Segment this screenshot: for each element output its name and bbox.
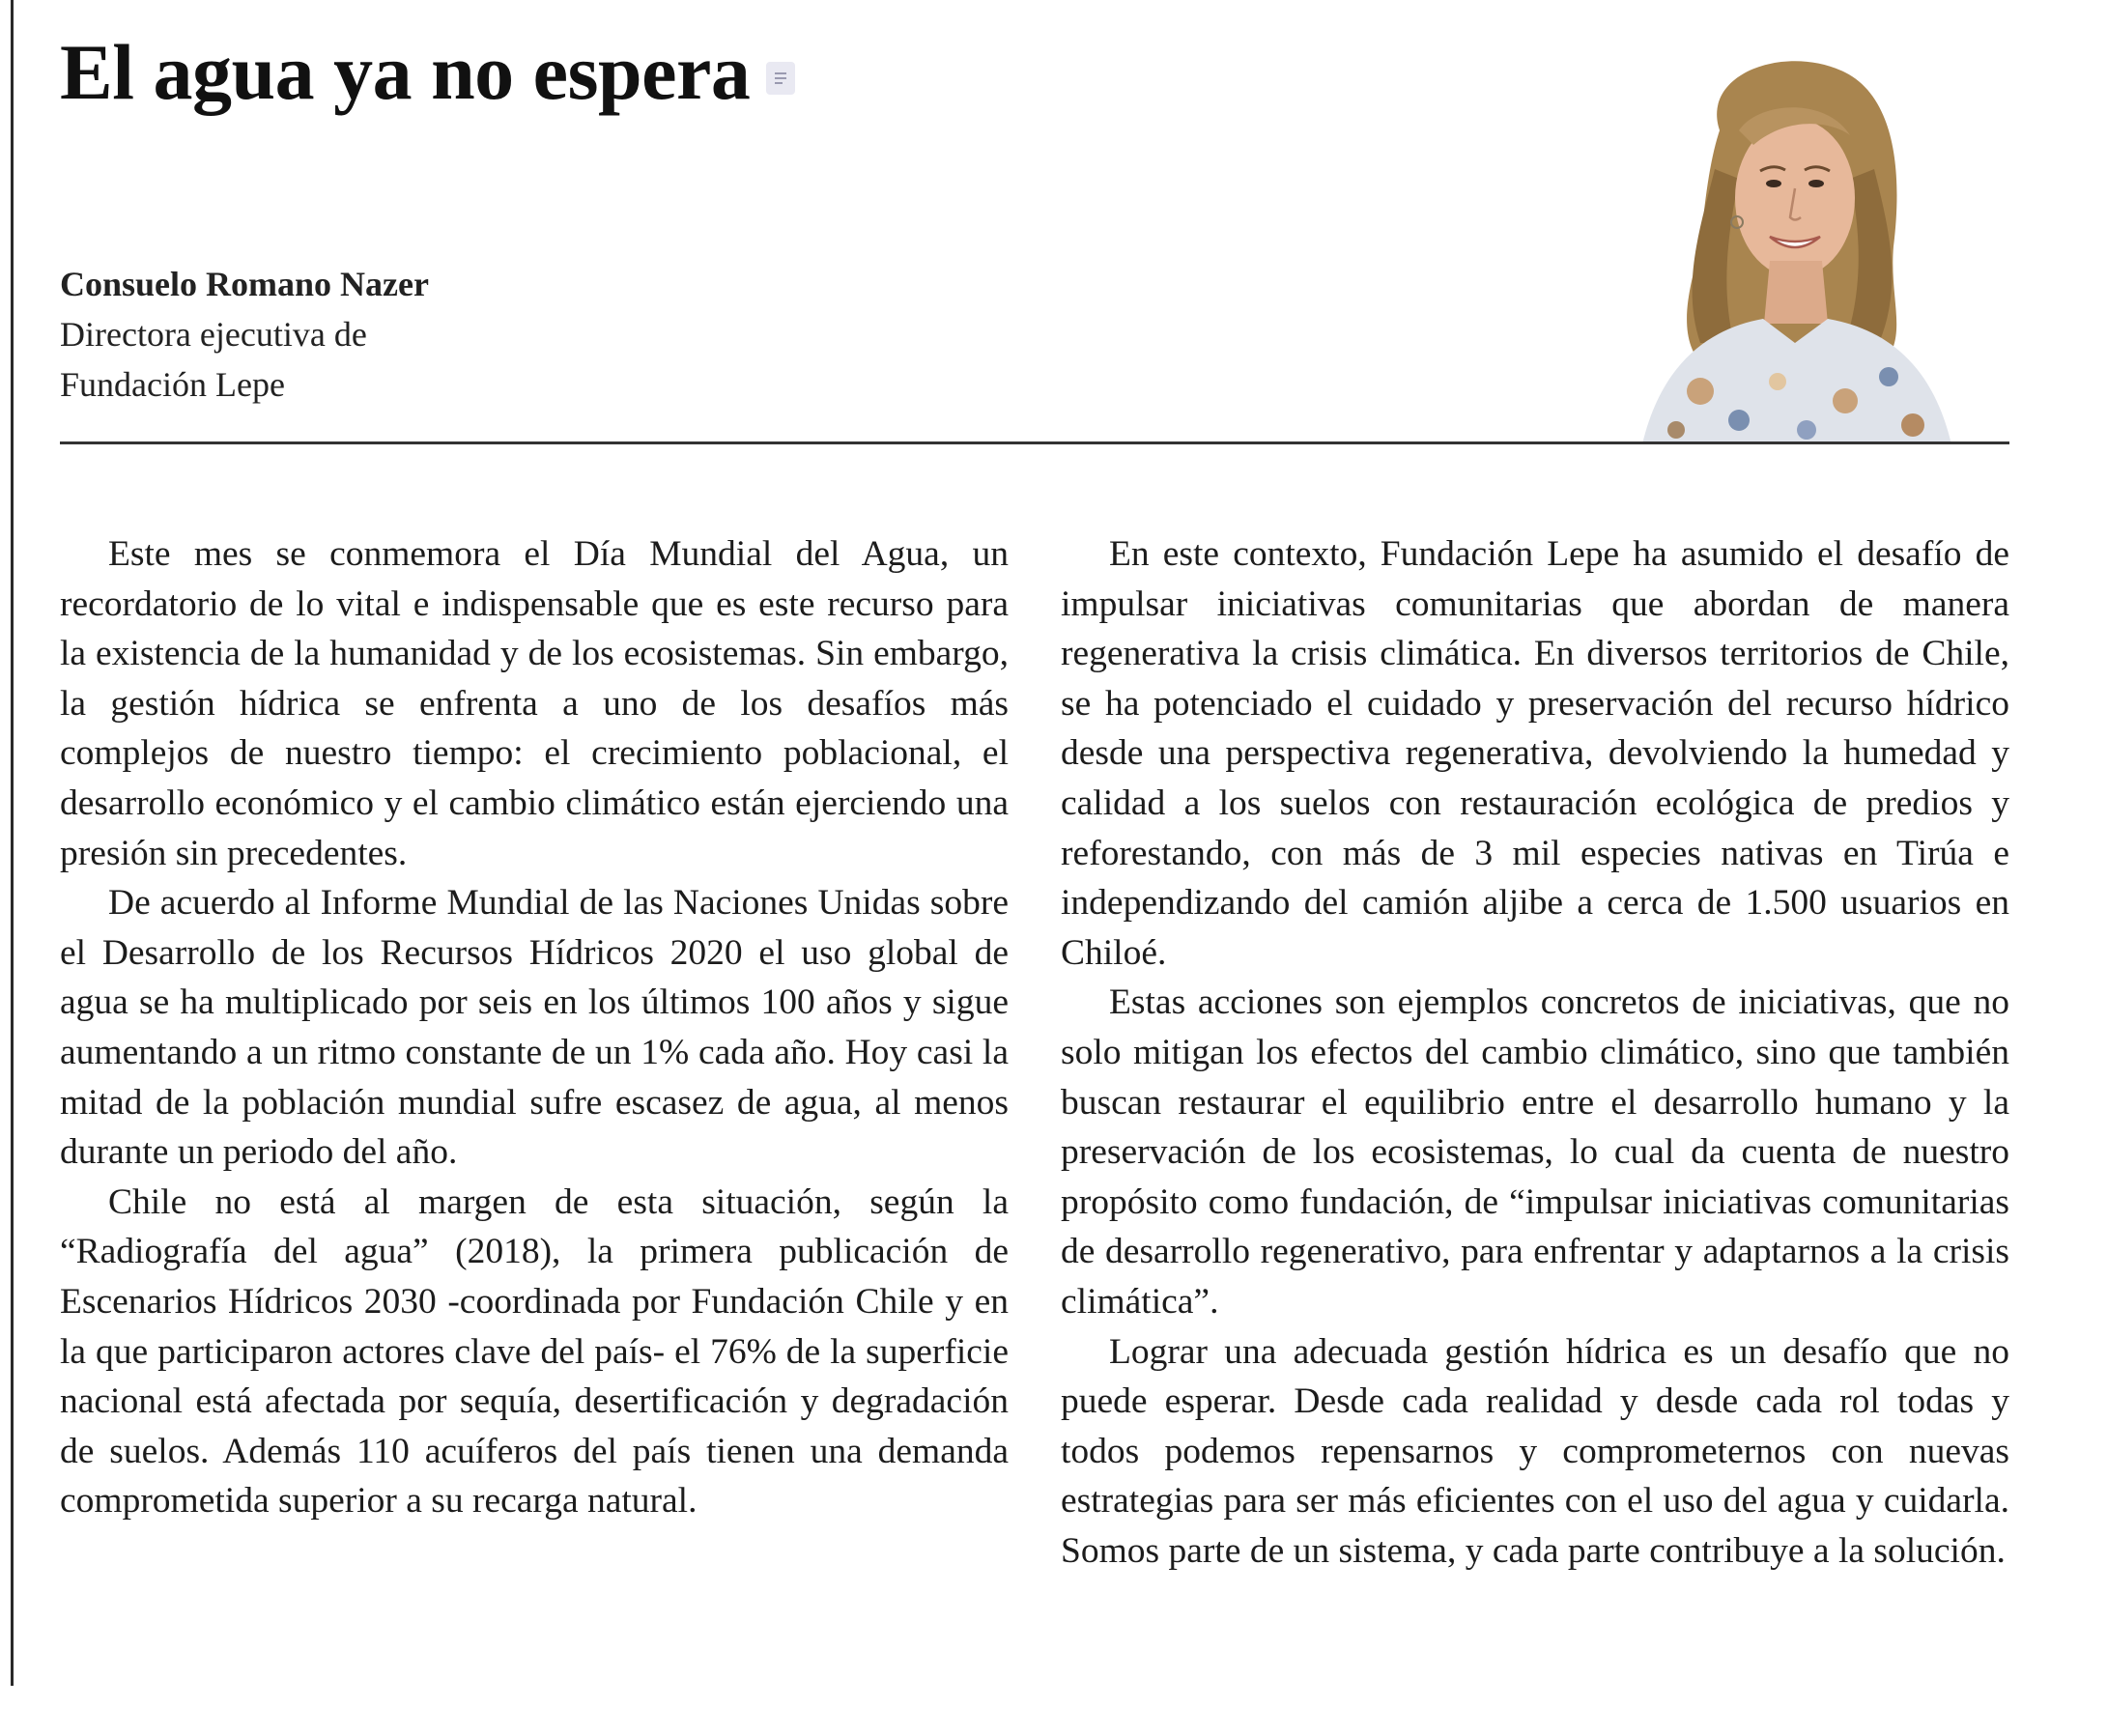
paragraph: Lograr una adecuada gestión hídrica es un desafío que no puede esperar. Desde cada realidad y desde cada rol todas y todos podemos repensarnos y comprometernos con nuevas estrategias para ser más eficientes con el uso del agua y cuidarla. Somos parte de un sistema, y cada parte contribuye a la solución.	[1061, 1331, 2009, 1571]
paragraph: Chile no está al margen de esta situación, según la “Radiografía del agua” (2018), la primera publicación de Escenarios Hídricos 2030 -coordinada por Fundación Chile y en la que participaron actores clave del país- el 76% de la superficie nacional está afectada por sequía, desertificación y degradación de suelos. Además 110 acuíferos del país tienen una demanda comprometida superior a su recarga natural.	[60, 1181, 1009, 1522]
page-left-rule	[11, 0, 14, 1686]
article-body	[60, 529, 2009, 1576]
paragraph: De acuerdo al Informe Mundial de las Naciones Unidas sobre el Desarrollo de los Recursos Hídricos 2020 el uso global de agua se ha multiplicado por seis en los últimos 100 años y sigue aumentando a un ritmo constante de un 1% cada año. Hoy casi la mitad de la población mundial sufre escasez de agua, al menos durante un periodo del año.	[60, 883, 1009, 1173]
article-headline: El agua ya no espera	[60, 28, 751, 116]
article-column-left	[60, 529, 1009, 1576]
author-name: Consuelo Romano Nazer	[60, 265, 429, 303]
author-role: Directora ejecutiva de Fundación Lepe	[60, 315, 367, 404]
note-icon[interactable]	[766, 62, 795, 95]
author-byline	[60, 259, 466, 410]
paragraph: En este contexto, Fundación Lepe ha asumido el desafío de impulsar iniciativas comunitarias que abordan de manera regenerativa la crisis climática. En diversos territorios de Chile, se ha potenciado el cuidado y preservación del recurso hídrico desde una perspectiva regenerativa, devolviendo la humedad y calidad a los suelos con restauración ecológica de predios y reforestando, con más de 3 mil especies nativas en Tirúa e independizando del camión aljibe a cerca de 1.500 usuarios en Chiloé.	[1061, 534, 2009, 973]
article-column-right	[1061, 529, 2009, 1576]
paragraph: Estas acciones son ejemplos concretos de iniciativas, que no solo mitigan los efectos del cambio climático, sino que también buscan restaurar el equilibrio entre el desarrollo humano y la preservación de los ecosistemas, lo cual da cuenta de nuestro propósito como fundación, de “impulsar iniciativas comunitarias de desarrollo regenerativo, para enfrentar y adaptarnos a la crisis climática”.	[1061, 982, 2009, 1322]
paragraph: Este mes se conmemora el Día Mundial del Agua, un recordatorio de lo vital e indispensable que es este recurso para la existencia de la humanidad y de los ecosistemas. Sin embargo, la gestión hídrica se enfrenta a uno de los desafíos más complejos de nuestro tiempo: el crecimiento poblacional, el desarrollo económico y el cambio climático están ejerciendo una presión sin precedentes.	[60, 534, 1009, 873]
author-portrait-photo	[1555, 53, 2009, 444]
header-divider	[60, 441, 2009, 444]
